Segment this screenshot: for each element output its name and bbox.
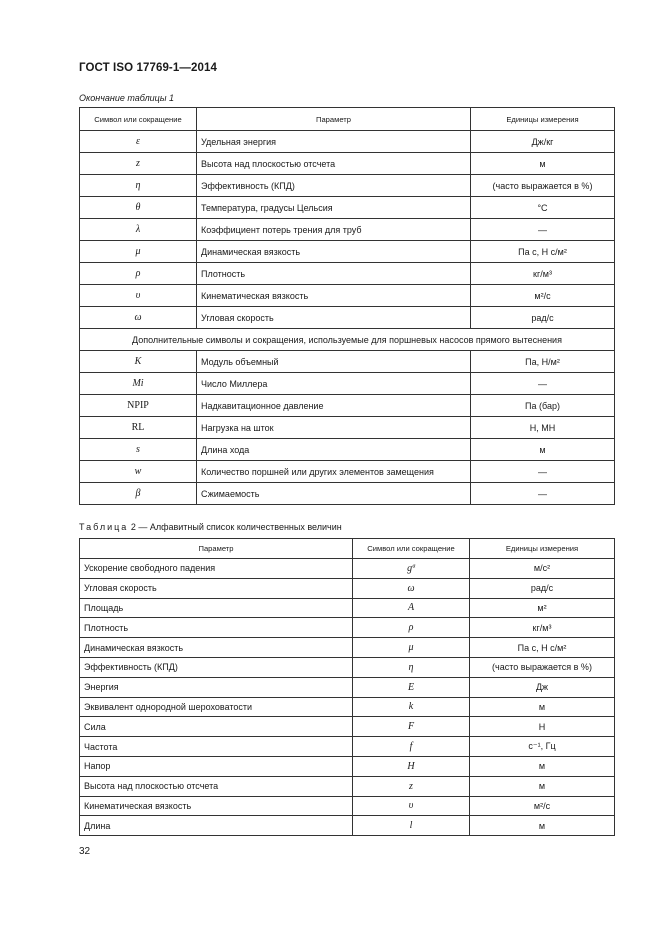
- parameter-cell: Динамическая вязкость: [80, 638, 353, 658]
- unit-cell: рад/с: [471, 307, 615, 329]
- unit-cell: —: [471, 219, 615, 241]
- parameter-cell: Длина хода: [197, 439, 471, 461]
- symbol-cell: NPIP: [80, 395, 197, 417]
- parameter-cell: Сила: [80, 717, 353, 737]
- unit-cell: —: [471, 483, 615, 505]
- parameter-cell: Эффективность (КПД): [197, 175, 471, 197]
- table1-section-header: Дополнительные символы и сокращения, используемые для поршневых насосов прямого вытеснения: [80, 329, 615, 351]
- parameter-cell: Напор: [80, 756, 353, 776]
- unit-cell: Па с, Н с/м²: [470, 638, 615, 658]
- parameter-cell: Температура, градусы Цельсия: [197, 197, 471, 219]
- table2-header-symbol: Символ или сокращение: [353, 539, 470, 559]
- unit-cell: (часто выражается в %): [470, 657, 615, 677]
- unit-cell: с⁻¹, Гц: [470, 737, 615, 757]
- table-row: [80, 559, 615, 579]
- symbol-cell: ρ: [80, 263, 197, 285]
- table-row: [80, 395, 615, 417]
- parameter-cell: Эквивалент однородной шероховатости: [80, 697, 353, 717]
- unit-cell: м: [470, 776, 615, 796]
- table-row: [80, 351, 615, 373]
- unit-cell: Н, МН: [471, 417, 615, 439]
- table-row: [80, 796, 615, 816]
- unit-cell: кг/м³: [470, 618, 615, 638]
- table-row: [80, 263, 615, 285]
- parameter-cell: Модуль объемный: [197, 351, 471, 373]
- table2-caption-label: Таблица: [79, 522, 129, 532]
- unit-cell: —: [471, 373, 615, 395]
- table2-body: [80, 559, 615, 836]
- table-row: [80, 373, 615, 395]
- symbol-cell: s: [80, 439, 197, 461]
- table-row: [80, 461, 615, 483]
- parameter-cell: Высота над плоскостью отсчета: [197, 153, 471, 175]
- symbol-cell: μ: [80, 241, 197, 263]
- parameter-cell: Число Миллера: [197, 373, 471, 395]
- table1-header-symbol: Символ или сокращение: [80, 108, 197, 131]
- unit-cell: Па, Н/м²: [471, 351, 615, 373]
- symbol-cell: A: [353, 598, 470, 618]
- unit-cell: —: [471, 461, 615, 483]
- table-row: [80, 618, 615, 638]
- unit-cell: Па с, Н с/м²: [471, 241, 615, 263]
- unit-cell: м²/с: [470, 796, 615, 816]
- unit-cell: м²/с: [471, 285, 615, 307]
- parameter-cell: Энергия: [80, 677, 353, 697]
- unit-cell: м: [471, 439, 615, 461]
- table-row: [80, 241, 615, 263]
- table-row: [80, 598, 615, 618]
- symbol-cell: β: [80, 483, 197, 505]
- symbol-cell: H: [353, 756, 470, 776]
- parameter-cell: Плотность: [80, 618, 353, 638]
- table-row: [80, 677, 615, 697]
- table-row: [80, 697, 615, 717]
- symbol-cell: gª: [353, 559, 470, 579]
- parameter-cell: Угловая скорость: [197, 307, 471, 329]
- unit-cell: м: [470, 816, 615, 836]
- table-row: [80, 816, 615, 836]
- unit-cell: кг/м³: [471, 263, 615, 285]
- table-row: [80, 578, 615, 598]
- symbol-cell: η: [353, 657, 470, 677]
- symbol-cell: μ: [353, 638, 470, 658]
- table-row: [80, 175, 615, 197]
- symbol-cell: λ: [80, 219, 197, 241]
- parameter-cell: Коэффициент потерь трения для труб: [197, 219, 471, 241]
- table1-caption: Окончание таблицы 1: [79, 93, 174, 103]
- table2-header-unit: Единицы измерения: [470, 539, 615, 559]
- table-row: [80, 717, 615, 737]
- parameter-cell: Эффективность (КПД): [80, 657, 353, 677]
- symbol-cell: l: [353, 816, 470, 836]
- unit-cell: Дж: [470, 677, 615, 697]
- table1: [79, 107, 615, 505]
- parameter-cell: Длина: [80, 816, 353, 836]
- document-title: ГОСТ ISO 17769-1—2014: [79, 62, 217, 74]
- unit-cell: м: [470, 697, 615, 717]
- table1-header-parameter: Параметр: [197, 108, 471, 131]
- symbol-cell: w: [80, 461, 197, 483]
- table-row: [80, 483, 615, 505]
- table-row: [80, 153, 615, 175]
- parameter-cell: Нагрузка на шток: [197, 417, 471, 439]
- symbol-cell: ε: [80, 131, 197, 153]
- table1-body-section: [80, 329, 615, 351]
- table-row: [80, 776, 615, 796]
- table2: [79, 538, 615, 836]
- symbol-cell: υ: [80, 285, 197, 307]
- parameter-cell: Надкавитационное давление: [197, 395, 471, 417]
- table1-body-additional: [80, 351, 615, 505]
- table-row: [80, 638, 615, 658]
- parameter-cell: Кинематическая вязкость: [80, 796, 353, 816]
- unit-cell: Н: [470, 717, 615, 737]
- table-row: [80, 219, 615, 241]
- table-row: [80, 657, 615, 677]
- symbol-cell: RL: [80, 417, 197, 439]
- unit-cell: Па (бар): [471, 395, 615, 417]
- unit-cell: м²: [470, 598, 615, 618]
- symbol-cell: z: [80, 153, 197, 175]
- parameter-cell: Ускорение свободного падения: [80, 559, 353, 579]
- parameter-cell: Площадь: [80, 598, 353, 618]
- table-row: [80, 131, 615, 153]
- parameter-cell: Сжимаемость: [197, 483, 471, 505]
- symbol-cell: ω: [353, 578, 470, 598]
- parameter-cell: Частота: [80, 737, 353, 757]
- parameter-cell: Кинематическая вязкость: [197, 285, 471, 307]
- table-row: [80, 417, 615, 439]
- symbol-cell: F: [353, 717, 470, 737]
- table2-header-row: [80, 539, 615, 559]
- unit-cell: м: [471, 153, 615, 175]
- table1-header-row: [80, 108, 615, 131]
- parameter-cell: Количество поршней или других элементов замещения: [197, 461, 471, 483]
- table-row: [80, 307, 615, 329]
- parameter-cell: Высота над плоскостью отсчета: [80, 776, 353, 796]
- parameter-cell: Удельная энергия: [197, 131, 471, 153]
- symbol-cell: ρ: [353, 618, 470, 638]
- symbol-cell: υ: [353, 796, 470, 816]
- table-row: [80, 756, 615, 776]
- symbol-cell: ω: [80, 307, 197, 329]
- symbol-cell: K: [80, 351, 197, 373]
- unit-cell: °C: [471, 197, 615, 219]
- symbol-cell: E: [353, 677, 470, 697]
- table1-section-row: [80, 329, 615, 351]
- unit-cell: (часто выражается в %): [471, 175, 615, 197]
- table1-body-main: [80, 131, 615, 329]
- symbol-cell: Mi: [80, 373, 197, 395]
- table2-caption-text: 2 — Алфавитный список количественных величин: [130, 522, 342, 532]
- unit-cell: м/с²: [470, 559, 615, 579]
- symbol-cell: z: [353, 776, 470, 796]
- unit-cell: Дж/кг: [471, 131, 615, 153]
- table2-caption: [79, 522, 342, 532]
- parameter-cell: Плотность: [197, 263, 471, 285]
- unit-cell: рад/с: [470, 578, 615, 598]
- table2-header-parameter: Параметр: [80, 539, 353, 559]
- table-row: [80, 439, 615, 461]
- symbol-cell: f: [353, 737, 470, 757]
- table1-header-unit: Единицы измерения: [471, 108, 615, 131]
- unit-cell: м: [470, 756, 615, 776]
- symbol-cell: k: [353, 697, 470, 717]
- table-row: [80, 285, 615, 307]
- parameter-cell: Угловая скорость: [80, 578, 353, 598]
- symbol-cell: η: [80, 175, 197, 197]
- page-number: 32: [79, 846, 91, 857]
- parameter-cell: Динамическая вязкость: [197, 241, 471, 263]
- table-row: [80, 737, 615, 757]
- symbol-cell: θ: [80, 197, 197, 219]
- table-row: [80, 197, 615, 219]
